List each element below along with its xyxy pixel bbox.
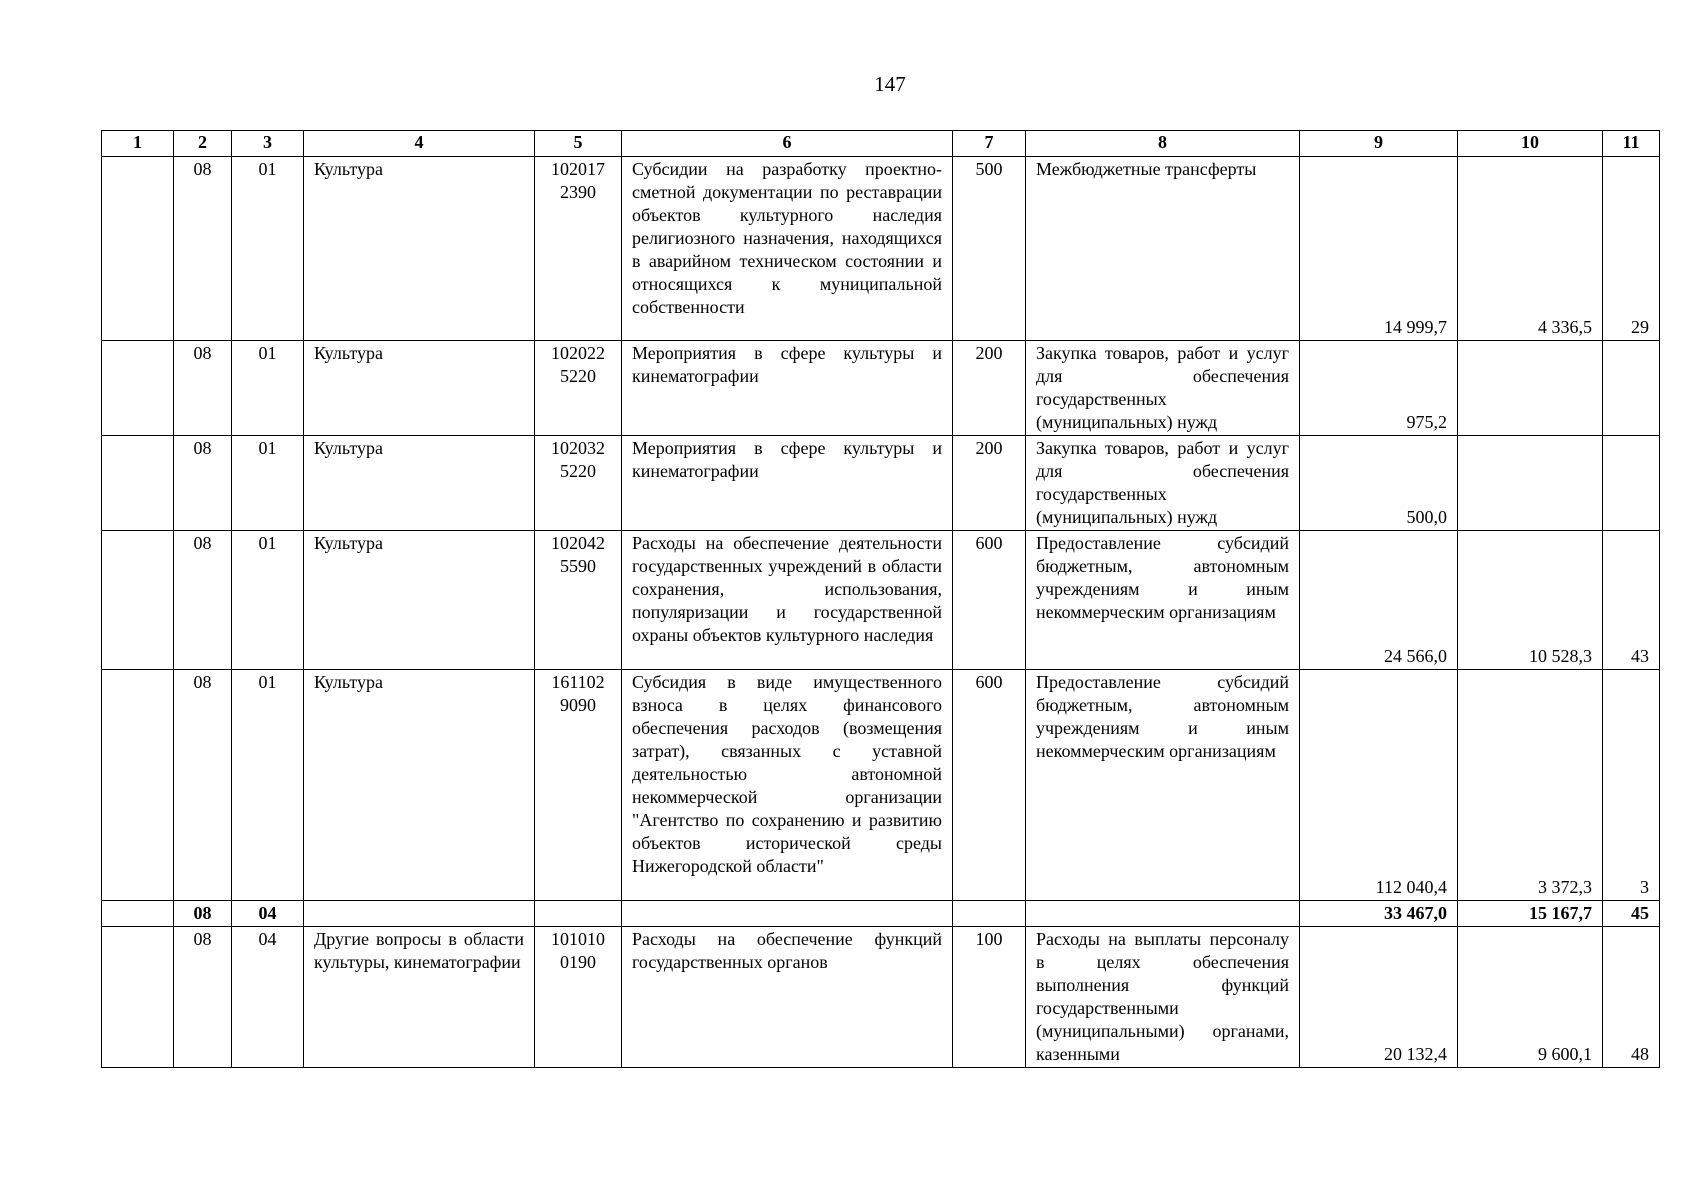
cell-target-code: 102032 5220 [535, 436, 622, 531]
column-header: 9 [1300, 131, 1458, 157]
column-header: 4 [304, 131, 535, 157]
cell-col1 [102, 927, 174, 1068]
cell-expense-type: 100 [953, 927, 1026, 1068]
cell-percent [1603, 341, 1660, 436]
budget-table [101, 130, 1660, 1068]
cell-amount: 24 566,0 [1300, 531, 1458, 670]
cell-subsection: 04 [232, 901, 304, 927]
cell-section-name [304, 901, 535, 927]
cell-expense-name: Предоставление субсидий бюджетным, автономным учреждениям и иным некоммерческим организациям [1026, 531, 1300, 670]
page-number: 147 [874, 72, 906, 96]
header-row [102, 131, 1660, 157]
cell-target-name: Субсидия в виде имущественного взноса в целях финансового обеспечения расходов (возмещения затрат), связанных с уставной деятельностью автономной некоммерческой организации "Агентство по сохранению и развитию объектов исторической среды Нижегородской области" [622, 670, 953, 901]
cell-amount-2: 15 167,7 [1458, 901, 1603, 927]
cell-amount-2: 9 600,1 [1458, 927, 1603, 1068]
cell-amount: 20 132,4 [1300, 927, 1458, 1068]
cell-amount-2: 10 528,3 [1458, 531, 1603, 670]
cell-expense-type: 200 [953, 341, 1026, 436]
column-header: 11 [1603, 131, 1660, 157]
cell-expense-type [953, 901, 1026, 927]
cell-amount: 112 040,4 [1300, 670, 1458, 901]
cell-expense-type: 600 [953, 670, 1026, 901]
cell-section: 08 [174, 901, 232, 927]
cell-col1 [102, 901, 174, 927]
cell-col1 [102, 531, 174, 670]
cell-amount-2: 4 336,5 [1458, 157, 1603, 341]
cell-section-name: Культура [304, 670, 535, 901]
cell-amount-2: 3 372,3 [1458, 670, 1603, 901]
cell-section: 08 [174, 157, 232, 341]
column-header: 6 [622, 131, 953, 157]
cell-percent: 43 [1603, 531, 1660, 670]
cell-section-name: Культура [304, 531, 535, 670]
cell-section: 08 [174, 531, 232, 670]
column-header: 8 [1026, 131, 1300, 157]
cell-amount: 500,0 [1300, 436, 1458, 531]
cell-target-code [535, 901, 622, 927]
cell-expense-name: Предоставление субсидий бюджетным, автономным учреждениям и иным некоммерческим организациям [1026, 670, 1300, 901]
table-row [102, 670, 1660, 901]
table-row [102, 157, 1660, 341]
cell-expense-name: Межбюджетные трансферты [1026, 157, 1300, 341]
cell-subsection: 01 [232, 531, 304, 670]
cell-expense-name [1026, 901, 1300, 927]
cell-section: 08 [174, 927, 232, 1068]
cell-amount-2 [1458, 436, 1603, 531]
cell-amount: 14 999,7 [1300, 157, 1458, 341]
cell-section: 08 [174, 341, 232, 436]
cell-expense-name: Расходы на выплаты персоналу в целях обеспечения выполнения функций государственными (муниципальными) органами, казенными [1026, 927, 1300, 1068]
cell-subsection: 04 [232, 927, 304, 1068]
cell-col1 [102, 341, 174, 436]
column-header: 10 [1458, 131, 1603, 157]
cell-target-name: Субсидии на разработку проектно-сметной документации по реставрации объектов культурного наследия религиозного назначения, находящихся в аварийном техническом состоянии и относящихся к муниципальной собственности [622, 157, 953, 341]
cell-col1 [102, 670, 174, 901]
cell-percent: 3 [1603, 670, 1660, 901]
cell-target-code: 102042 5590 [535, 531, 622, 670]
cell-section: 08 [174, 670, 232, 901]
cell-col1 [102, 157, 174, 341]
cell-subsection: 01 [232, 670, 304, 901]
column-header: 5 [535, 131, 622, 157]
cell-percent: 48 [1603, 927, 1660, 1068]
cell-expense-name: Закупка товаров, работ и услуг для обеспечения государственных (муниципальных) нужд [1026, 436, 1300, 531]
cell-target-code: 161102 9090 [535, 670, 622, 901]
cell-percent: 45 [1603, 901, 1660, 927]
table-row [102, 436, 1660, 531]
cell-section-name: Культура [304, 157, 535, 341]
cell-section-name: Другие вопросы в области культуры, кинематографии [304, 927, 535, 1068]
cell-target-name: Мероприятия в сфере культуры и кинематографии [622, 436, 953, 531]
table-row [102, 531, 1660, 670]
cell-target-code: 101010 0190 [535, 927, 622, 1068]
cell-expense-type: 600 [953, 531, 1026, 670]
cell-percent: 29 [1603, 157, 1660, 341]
cell-expense-type: 200 [953, 436, 1026, 531]
cell-subsection: 01 [232, 157, 304, 341]
cell-subsection: 01 [232, 341, 304, 436]
cell-expense-name: Закупка товаров, работ и услуг для обеспечения государственных (муниципальных) нужд [1026, 341, 1300, 436]
column-header: 1 [102, 131, 174, 157]
cell-section: 08 [174, 436, 232, 531]
cell-expense-type: 500 [953, 157, 1026, 341]
cell-section-name: Культура [304, 436, 535, 531]
cell-col1 [102, 436, 174, 531]
column-header: 7 [953, 131, 1026, 157]
table-row [102, 341, 1660, 436]
cell-target-code: 102017 2390 [535, 157, 622, 341]
column-header: 2 [174, 131, 232, 157]
column-header: 3 [232, 131, 304, 157]
cell-target-name: Мероприятия в сфере культуры и кинематографии [622, 341, 953, 436]
cell-target-name: Расходы на обеспечение деятельности государственных учреждений в области сохранения, использования, популяризации и государственной охраны объектов культурного наследия [622, 531, 953, 670]
cell-percent [1603, 436, 1660, 531]
cell-target-name: Расходы на обеспечение функций государственных органов [622, 927, 953, 1068]
cell-amount-2 [1458, 341, 1603, 436]
cell-amount: 975,2 [1300, 341, 1458, 436]
cell-target-name [622, 901, 953, 927]
cell-amount: 33 467,0 [1300, 901, 1458, 927]
subtotal-row [102, 901, 1660, 927]
cell-subsection: 01 [232, 436, 304, 531]
cell-section-name: Культура [304, 341, 535, 436]
cell-target-code: 102022 5220 [535, 341, 622, 436]
table-row [102, 927, 1660, 1068]
